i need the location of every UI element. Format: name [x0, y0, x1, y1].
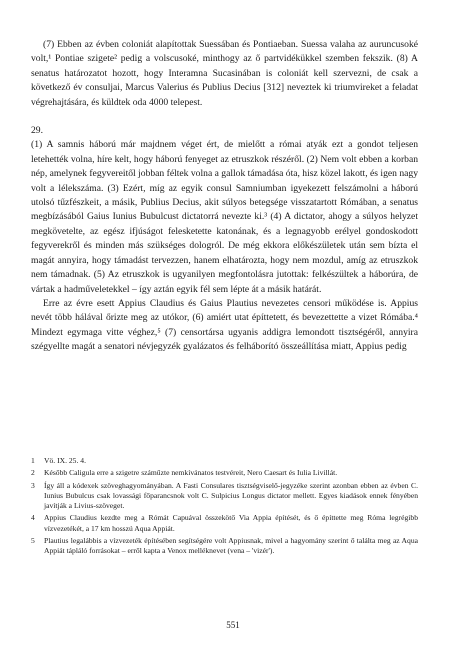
footnote	[31, 536, 418, 557]
paragraph-3: Erre az évre esett Appius Claudius és Gaius Plautius nevezetes censori működése is. Appius nevét több hálával őrizte meg az utókor, (6) amiért utat építtetett, és bevezettette a vizet Rómába.⁴ Mindezt egymaga vitte véghez,⁵ (7) censortársa ugyanis addigra lemondott tisztségéről, annyira szégyellte magát a senatori névjegyzék gyalázatos és felháborító összeállítása miatt, Appius pedig	[31, 297, 418, 353]
footnote-text: Később Caligula erre a szigetre száműzte nemkívánatos testvéreit, Nero Caesart és Iulia Livillát.	[44, 468, 338, 478]
footnote-number: 4	[31, 513, 35, 523]
footnote-number: 3	[31, 480, 35, 490]
page-number: 551	[226, 620, 240, 630]
paragraph-1: (7) Ebben az évben coloniát alapítottak Suessában és Pontiaeban. Suessa valaha az auruncusoké volt,¹ Pontiae szigete² pedig a volscusoké, minthogy az ő partvidékükkel szemben fekszik. (8) A senatus határozatot hozott, hogy Interamna Sucasinában is coloniát kell szervezni, de csak a következő év consuljai, Marcus Valerius és Publius Decius [312] neveztek ki triumvireket a feladat végrehajtására, és küldtek oda 4000 telepest.	[31, 39, 418, 108]
footnote-number: 5	[31, 536, 35, 546]
footnote	[31, 468, 418, 478]
footnote-text: Vö. IX. 25. 4.	[44, 456, 86, 465]
paragraph-2: (1) A samnis háború már majdnem véget ért, de mielőtt a római atyák ezt a gondot teljesen letehették volna, híre kelt, hogy háború fenyeget az etruszkok részéről. (2) Nem volt ebben a korban nép, amelynek fegyvereitől jobban féltek volna a gallok támadása óta, hisz közel lakott, és igen nagy volt a lélekszáma. (3) Ezért, míg az egyik consul Samniumban igyekezett felszámolni a háború utolsó tűzfészkeit, a másik, Publius Decius, akit súlyos betegsége visszatartott Rómában, a senatus megbízásából Gaius Iunius Bubulcust dictatorrá nevezte ki.³ (4) A dictator, ahogy a súlyos helyzet megkövetelte, az egész ifjúságot felesketette katonának, és a legnagyobb erélyel gondoskodott fegyverekről és minden más szükséges dologról. De még ekkora előkészületek után sem bízta el magát annyira, hogy támadást tervezzen, hanem elhatározta, hogy nem mozdul, amíg az etruszkok nem támadnak. (5) Az etruszkok is ugyanilyen megfontolásra jutottak: felkészültek a háborúra, de vártak a hadműveletekkel – így aztán egyik fél sem lépte át a másik határát.	[31, 139, 418, 295]
footnote	[31, 456, 418, 466]
footnote	[31, 513, 418, 534]
footnote-text: Plautius legalábbis a vízvezeték építésében segítségére volt Appiusnak, mivel a hagyomány szerint ő találta meg az Aqua Appiát tápláló forrásokat – erről kapta a Venox melléknevet (vena – 'vizér').	[44, 536, 418, 556]
footnote-number: 2	[31, 468, 35, 478]
chapter-number: 29.	[31, 125, 43, 137]
footnote	[31, 481, 418, 512]
footnote-text: Így áll a kódexek szöveghagyományában. A Fasti Consulares tisztségviselő-jegyzéke szerint azonban ebben az évben C. Iunius Bubulcus csak lovassági főparancsnok volt C. Sulpicius Longus dictator mellett. Egyes kiadások ennek fényében javítják a Livius-szöveget.	[44, 480, 418, 511]
footnote-number: 1	[31, 456, 35, 465]
footnotes	[31, 456, 418, 559]
main-text	[31, 38, 418, 355]
footnote-text: Appius Claudius kezdte meg a Rómát Capuával összekötő Via Appia építését, és ő építtette meg Róma legrégibb vízvezetékét, a 17 km hosszú Aqua Appiát.	[44, 513, 418, 533]
